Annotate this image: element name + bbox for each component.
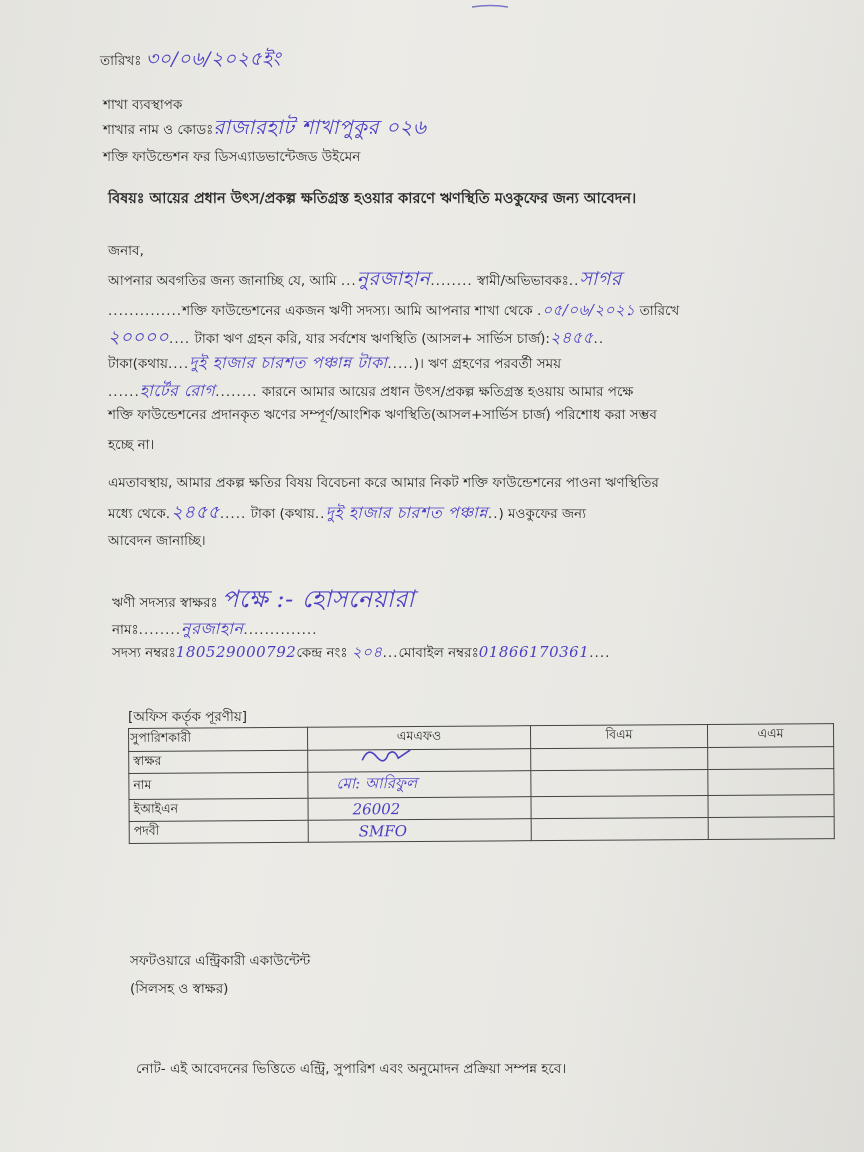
am-cell	[708, 795, 834, 818]
body-line-2: ..............শক্তি ফাউন্ডেশনের একজন ঋণী সদস্য। আমি আপনার শাখা থেকে .০৫/০৬/২০২১ তারিখে	[108, 301, 680, 319]
loan-date-hw: ০৫/০৬/২০২১	[542, 301, 636, 319]
mobile-label: মোবাইল নম্বরঃ	[398, 645, 479, 661]
bm-cell	[531, 795, 708, 818]
office-table	[128, 723, 835, 844]
am-cell	[708, 747, 834, 770]
ink-mark	[470, 4, 510, 10]
date-value: ৩০/০৬/২০২৫ইং	[145, 48, 281, 70]
subject: বিষয়ঃ আয়ের প্রধান উৎস/প্রকল্প ক্ষতিগ্রস্ত হওয়ার কারণে ঋণস্থিতি মওকুফের জন্য আবেদন।	[108, 191, 637, 207]
request-line-2: মধ্যে থেকে.২৪৫৫..... টাকা (কথায়..দুই হাজার চারশত পঞ্চান্ন..) মওকুফের জন্য	[108, 502, 586, 523]
office-heading: [অফিস কর্তৃক পূরণীয়]	[128, 709, 248, 725]
col-recommender: সুপারিশকারী	[129, 727, 308, 751]
signature-scribble	[358, 744, 418, 766]
body-text: টাকা ঋণ গ্রহন করি, যার সর্বশেষ ঋণস্থিতি (আসল+ সার্ভিস চার্জ):	[194, 331, 550, 347]
row-label: পদবী	[129, 820, 308, 843]
mfo-signature	[308, 749, 531, 773]
bm-cell	[531, 769, 708, 796]
body-text: টাকা (কথায়	[250, 506, 315, 522]
addressee-title: শাখা ব্যবস্থাপক	[103, 97, 183, 113]
branch-label: শাখার নাম ও কোডঃ	[103, 122, 214, 138]
body-text: স্বামী/অভিভাবকঃ	[477, 273, 569, 289]
bm-cell	[531, 747, 708, 770]
mobile-hw: 01866170361	[478, 643, 590, 661]
request-line-3: আবেদন জানাচ্ছি।	[108, 533, 206, 549]
row-label: স্বাক্ষর	[129, 750, 308, 773]
body-line-4: টাকা(কথায়....দুই হাজার চারশত পঞ্চান্ন টাকা.....)। ঋণ গ্রহণের পরবর্তী সময়	[108, 353, 562, 372]
body-text: কারনে আমার আয়ের প্রধান উৎস/প্রকল্প ক্ষতিগ্রস্ত হওয়ায় আমার পক্ষে	[261, 384, 634, 400]
footer-note: নোট- এই আবেদনের ভিত্তিতে এন্ট্রি, সুপারিশ এবং অনুমোদন প্রক্রিয়া সম্পন্ন হবে।	[136, 1061, 567, 1077]
request-line-1: এমতাবস্থায়, আমার প্রকল্প ক্ষতির বিষয় বিবেচনা করে আমার নিকট শক্তি ফাউন্ডেশনের পাওনা ঋণস্থিতির	[108, 475, 659, 491]
signature-label: ঋণী সদস্যর স্বাক্ষরঃ	[112, 595, 218, 611]
loan-amount-hw: ২০০০০	[108, 327, 170, 348]
name-hw: নুরজাহান	[181, 619, 244, 638]
branch-line	[103, 115, 427, 139]
waive-amount-hw: ২৪৫৫	[171, 502, 220, 523]
mfo-name: মো: আরিফুল	[308, 771, 531, 799]
body-text: মধ্যে থেকে	[108, 506, 166, 522]
organization-name: শক্তি ফাউন্ডেশন ফর ডিসএ্যাডভান্টেজড উইমেন	[103, 149, 361, 165]
member-details-line: সদস্য নম্বরঃ180529000792কেন্দ্র নংঃ ২০৪...মোবাইল নম্বরঃ01866170361....	[112, 643, 611, 661]
am-cell	[708, 817, 834, 840]
body-line-1: আপনার অবগতির জন্য জানাচ্ছি যে, আমি ...নুরজাহান........ স্বামী/অভিভাবকঃ..সাগর	[108, 268, 622, 290]
member-no-hw: 180529000792	[175, 643, 297, 661]
signature-line	[112, 585, 415, 613]
body-text: টাকা(কথায়	[108, 356, 168, 372]
guardian-hw: সাগর	[579, 268, 622, 290]
body-line-5: ......হার্টের রোগ........ কারনে আমার আয়ের প্রধান উৎস/প্রকল্প ক্ষতিগ্রস্ত হওয়ায় আমার পক্ষে	[108, 381, 634, 400]
body-text: আপনার অবগতির জন্য জানাচ্ছি যে, আমি	[108, 273, 337, 289]
body-line-7: হচ্ছে না।	[108, 437, 155, 453]
bm-cell	[531, 817, 708, 840]
body-line-6: শক্তি ফাউন্ডেশনের প্রদানকৃত ঋণের সম্পূর্ণ/আংশিক ঋণস্থিতি(আসল+সার্ভিস চার্জ) পরিশোধ করা সম্ভব	[108, 407, 657, 423]
row-label: ইআইএন	[129, 798, 308, 821]
waive-words-hw: দুই হাজার চারশত পঞ্চান্ন	[325, 503, 488, 522]
entry-accountant: সফটওয়ারে এন্ট্রিকারী একাউন্টেন্ট	[130, 953, 311, 969]
mfo-ein: 26002	[308, 797, 531, 821]
body-text: শক্তি ফাউন্ডেশনের একজন ঋণী সদস্য। আমি আপনার শাখা থেকে	[182, 303, 533, 319]
table-row	[129, 817, 834, 844]
mfo-designation: SMFO	[308, 819, 531, 843]
member-name-hw: নুরজাহান	[356, 268, 431, 290]
balance-words-hw: দুই হাজার চারশত পঞ্চান্ন টাকা	[189, 353, 388, 372]
am-cell	[708, 769, 834, 796]
body-text: )। ঋণ গ্রহণের পরবর্তী সময়	[413, 356, 562, 372]
date-line	[100, 50, 281, 70]
name-label: নামঃ	[112, 622, 139, 638]
salutation: জনাব,	[108, 243, 144, 259]
row-label: নাম	[129, 772, 308, 799]
body-text: ) মওকুফের জন্য	[498, 506, 586, 522]
col-mfo: এমএফও	[307, 726, 530, 751]
member-signature: পক্ষে :- হোসনেয়ারা	[222, 585, 415, 613]
center-hw: ২০৪	[351, 643, 383, 661]
body-text: তারিখে	[639, 303, 680, 319]
col-am: এএম	[707, 724, 833, 748]
date-label: তারিখঃ	[100, 53, 142, 69]
reason-hw: হার্টের রোগ	[139, 381, 216, 400]
center-label: কেন্দ্র নংঃ	[296, 645, 348, 661]
branch-value: রাজারহাট শাখাপুকুর ০২৬	[213, 115, 427, 139]
col-bm: বিএম	[530, 724, 707, 748]
member-no-label: সদস্য নম্বরঃ	[112, 645, 176, 661]
balance-hw: ২৪৫৫	[549, 328, 594, 347]
entry-accountant-note: (সিলসহ ও স্বাক্ষর)	[130, 981, 229, 997]
name-line: নামঃ........নুরজাহান..............	[112, 619, 318, 638]
body-line-3: ২০০০০.... টাকা ঋণ গ্রহন করি, যার সর্বশেষ ঋণস্থিতি (আসল+ সার্ভিস চার্জ):২৪৫৫..	[108, 327, 605, 348]
